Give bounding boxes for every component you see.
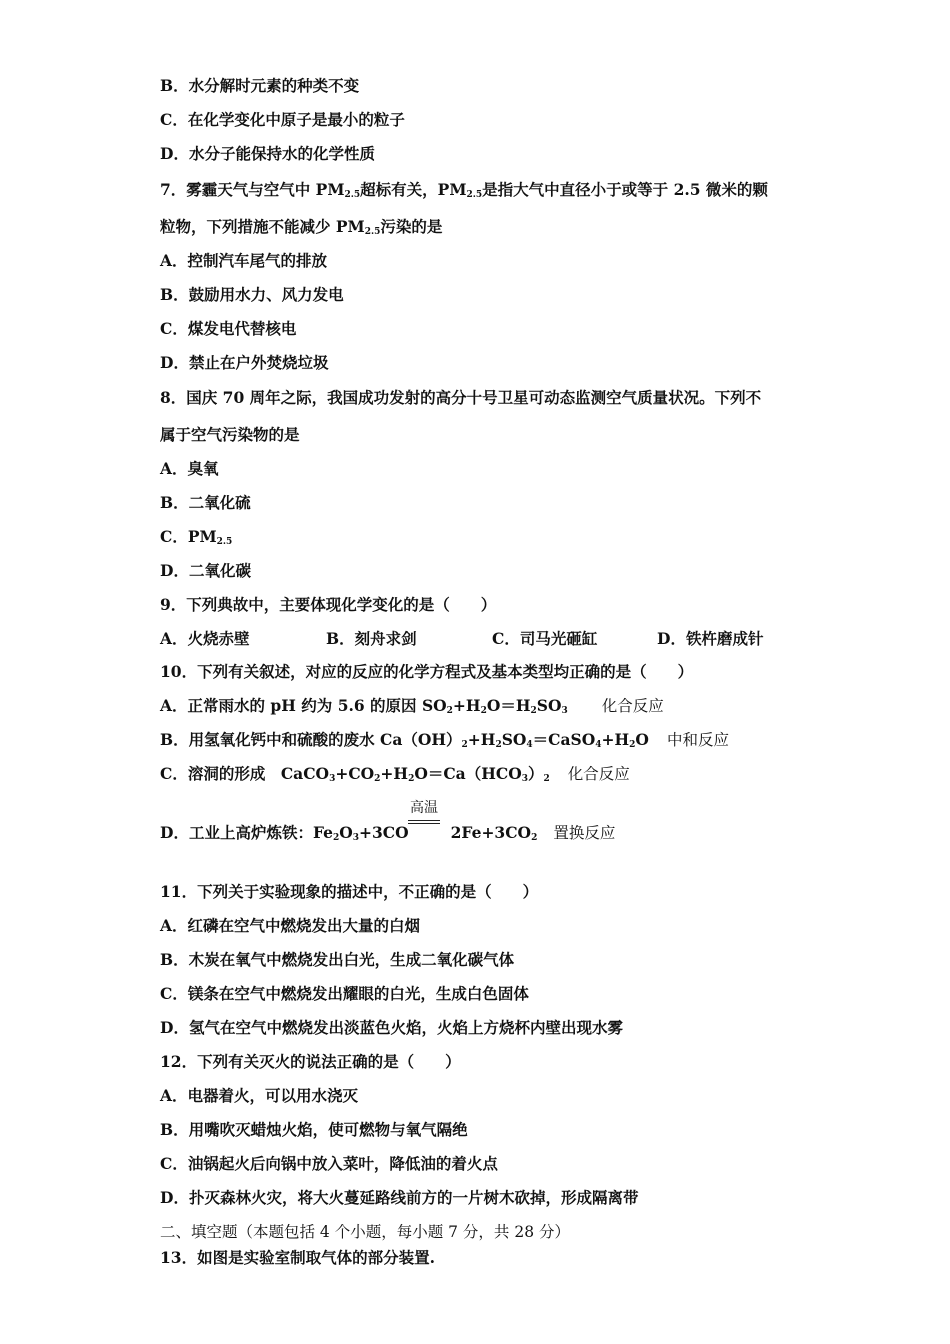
q9-option-c: C．司马光砸缸 [492, 629, 598, 648]
q12-option-c: C．油锅起火后向锅中放入菜叶，降低油的着火点 [160, 1154, 498, 1173]
reaction-type-a: 化合反应 [601, 697, 664, 715]
section-title-fill-in: 二、填空题（本题包括 4 个小题，每小题 7 分，共 28 分） [160, 1223, 571, 1241]
q11-option-c: C．镁条在空气中燃烧发出耀眼的白光，生成白色固体 [160, 984, 529, 1003]
q8-option-d: D．二氧化碳 [160, 561, 251, 580]
q7-stem-line2: 粒物，下列措施不能减少 $PM_{2.5}$污染的是 [160, 217, 443, 237]
q11-stem: 11．下列关于实验现象的描述中，不正确的是（ ） [160, 882, 539, 901]
q10-option-a: A．正常雨水的 pH 约为 5.6 的原因 $SO_2+H_2O=H_2SO_3$ 化合反应 [160, 696, 664, 716]
pm-subscript: 2.5 [344, 190, 361, 200]
q9-options [160, 629, 763, 649]
q11-option-d: D．氢气在空气中燃烧发出淡蓝色火焰，火焰上方烧杯内壁出现水雾 [160, 1018, 623, 1037]
reaction-condition-label: 高温 [410, 800, 438, 816]
q9-option-d: D．铁杵磨成针 [657, 629, 764, 648]
q8-option-b: B．二氧化硫 [160, 493, 251, 512]
q8-option-c: C．$PM_{2.5}$ [160, 527, 233, 547]
reaction-type-b: 中和反应 [666, 731, 729, 749]
q9-option-a: A．火烧赤壁 [160, 629, 250, 648]
q12-option-b: B．用嘴吹灭蜡烛火焰，使可燃物与氧气隔绝 [160, 1120, 468, 1139]
q6-option-b: B．水分解时元素的种类不变 [160, 76, 360, 95]
q10-option-d: D．工业上高炉炼铁：$Fe_2O_3+3CO$ $2Fe+3CO_2$ 置换反应 [160, 823, 616, 843]
q10-option-c: C．溶洞的形成 $CaCO_3+CO_2+H_2O=Ca(HCO_3)_2$ 化合反应 [160, 764, 630, 784]
q9-stem: 9．下列典故中，主要体现化学变化的是（ ） [160, 595, 497, 614]
q7-option-a: A．控制汽车尾气的排放 [160, 251, 328, 270]
q9-option-b: B．刻舟求剑 [326, 629, 417, 648]
q6-option-d: D．水分子能保持水的化学性质 [160, 144, 375, 163]
pm-subscript: 2.5 [466, 190, 483, 200]
pm-subscript: 2.5 [364, 227, 381, 237]
reaction-type-c: 化合反应 [567, 765, 630, 783]
q10-option-b: B．用氢氧化钙中和硫酸的废水 $Ca(OH)_2+H_2SO_4=CaSO_4+H_2O$ 中和反应 [160, 730, 729, 750]
q8-stem-line2: 属于空气污染物的是 [160, 425, 300, 444]
q13-stem: 13．如图是实验室制取气体的部分装置. [160, 1248, 435, 1267]
q12-stem: 12．下列有关灭火的说法正确的是（ ） [160, 1052, 461, 1071]
q7-option-b: B．鼓励用水力、风力发电 [160, 285, 344, 304]
q7-option-c: C．煤发电代替核电 [160, 319, 297, 338]
q11-option-b: B．木炭在氧气中燃烧发出白光，生成二氧化碳气体 [160, 950, 515, 969]
q11-option-a: A．红磷在空气中燃烧发出大量的白烟 [160, 916, 421, 935]
q7-option-d: D．禁止在户外焚烧垃圾 [160, 353, 329, 372]
q12-option-d: D．扑灭森林火灾，将大火蔓延路线前方的一片树木砍掉，形成隔离带 [160, 1188, 639, 1207]
q10-stem: 10．下列有关叙述，对应的反应的化学方程式及基本类型均正确的是（ ） [160, 662, 694, 681]
q7-stem-line1: 7．雾霾天气与空气中 $PM_{2.5}$超标有关，$PM_{2.5}$是指大气中直径小于或等于 2.5 微米的颗 [160, 180, 768, 200]
reaction-type-d: 置换反应 [553, 824, 616, 842]
q6-option-c: C．在化学变化中原子是最小的粒子 [160, 110, 405, 129]
q8-option-a: A．臭氧 [160, 459, 219, 478]
q12-option-a: A．电器着火，可以用水浇灭 [160, 1086, 359, 1105]
q8-stem-line1: 8．国庆 70 周年之际，我国成功发射的高分十号卫星可动态监测空气质量状况。下列不 [160, 388, 762, 407]
